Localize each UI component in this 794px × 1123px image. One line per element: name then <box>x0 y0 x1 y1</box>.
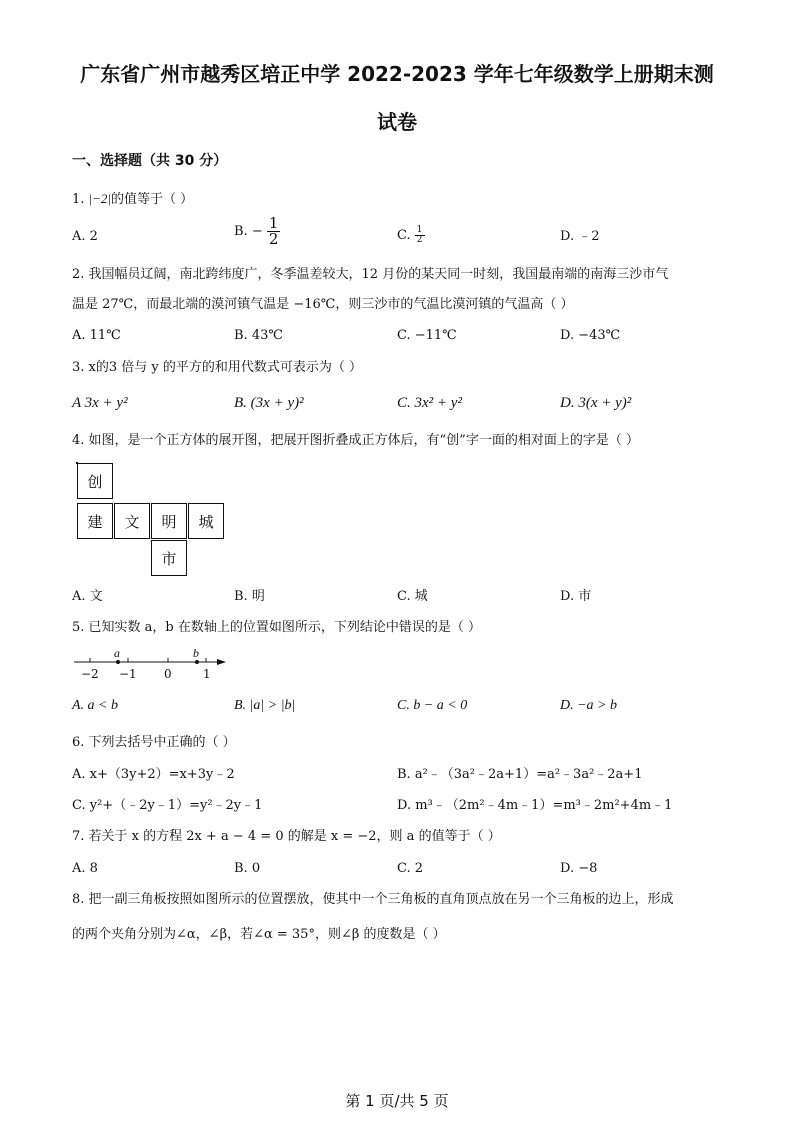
question-2-line1: 2. 我国幅员辽阔，南北跨纬度广，冬季温差较大，12 月份的某天同一时刻，我国最南端的南海三沙市气 <box>72 267 669 282</box>
option-b: B. |a| > |b| <box>234 698 296 713</box>
net-cell: 城 <box>188 503 224 539</box>
option-d: D. 市 <box>560 589 592 604</box>
option-a: A. 文 <box>72 589 103 604</box>
option-a: A. x+（3y+2）=x+3y﹣2 <box>72 767 235 782</box>
question-text: 的值等于（ ） <box>110 192 194 207</box>
option-b: B. 明 <box>234 589 265 604</box>
option-d: D. −a > b <box>560 698 618 713</box>
option-a: A. 2 <box>72 229 98 244</box>
option-a: A. 11℃ <box>72 328 121 343</box>
option-c: C. −11℃ <box>397 328 457 343</box>
tick-label: 1 <box>203 667 211 681</box>
option-b: B. 43℃ <box>234 328 283 343</box>
point-b-label: b <box>193 646 199 660</box>
option-c: C. b − a < 0 <box>397 698 468 713</box>
option-d: D. 3(x + y)² <box>560 395 632 411</box>
question-7: 7. 若关于 x 的方程 2x + a − 4 = 0 的解是 x = −2，则 a 的值等于（ ） <box>72 829 501 844</box>
option-b: B. a²﹣（3a²﹣2a+1）=a²﹣3a²﹣2a+1 <box>397 767 643 782</box>
option-d: D. m³﹣（2m²﹣4m﹣1）=m³﹣2m²+4m﹣1 <box>397 798 673 813</box>
net-cell: 市 <box>151 540 187 576</box>
option-d: D. −43℃ <box>560 328 621 343</box>
option-b: B. (3x + y)² <box>234 395 304 411</box>
option-b: B. − $\frac{1}{2}$ <box>234 214 279 248</box>
arrow-icon <box>217 659 226 665</box>
option-a: A. a < b <box>72 698 118 713</box>
question-2-line2: 温是 27℃，而最北端的漠河镇气温是 −16℃，则三沙市的气温比漠河镇的气温高（ ） <box>72 297 574 312</box>
option-c: C. $\frac{1}{2}$ <box>397 225 423 245</box>
net-cell: 建 <box>77 503 113 539</box>
cube-net-figure <box>76 462 226 578</box>
question-5: 5. 已知实数 a，b 在数轴上的位置如图所示，下列结论中错误的是（ ） <box>72 620 482 635</box>
tick-label: −1 <box>119 667 137 681</box>
page-title-line2: 试卷 <box>377 110 417 134</box>
point-a-label: a <box>114 646 120 660</box>
fraction: $\frac{1}{2}$ <box>416 225 423 245</box>
option-c: C. 2 <box>397 861 424 876</box>
option-a: A. 8 <box>72 861 98 876</box>
question-4: 4. 如图，是一个正方体的展开图，把展开图折叠成正方体后，有“创”字一面的相对面上的字是（ ） <box>72 433 639 448</box>
tick-label: −2 <box>81 667 99 681</box>
question-3: 3. x的3 倍与 y 的平方的和用代数式可表示为（ ） <box>72 360 363 375</box>
question-8-line2: 的两个夹角分别为∠α，∠β，若∠α = 35°，则∠β 的度数是（ ） <box>72 927 446 942</box>
net-cell: 明 <box>151 503 187 539</box>
question-number: 1. <box>72 192 85 207</box>
section-heading: 一、选择题（共 30 分） <box>72 153 228 169</box>
tick-label: 0 <box>164 667 172 681</box>
option-d: D. ﹣2 <box>560 229 600 244</box>
net-cell: 文 <box>114 503 150 539</box>
option-a: A 3x + y² <box>72 395 128 411</box>
question-6: 6. 下列去括号中正确的（ ） <box>72 735 236 750</box>
option-c: C. y²+（﹣2y﹣1）=y²﹣2y﹣1 <box>72 798 263 813</box>
net-cell: 创 <box>77 463 113 499</box>
option-b: B. 0 <box>234 861 261 876</box>
option-c: C. 3x² + y² <box>397 395 462 411</box>
page-footer: 第 1 页/共 5 页 <box>345 1092 449 1110</box>
question-1 <box>72 190 193 209</box>
option-d: D. −8 <box>560 861 598 876</box>
question-8-line1: 8. 把一副三角板按照如图所示的位置摆放，使其中一个三角板的直角顶点放在另一个三角板的边上，形成 <box>72 892 674 907</box>
fraction: $\frac{1}{2}$ <box>268 214 279 248</box>
page-title-line1: 广东省广州市越秀区培正中学 2022-2023 学年七年级数学上册期末测 <box>80 62 714 86</box>
abs-value-expr: |−2| <box>88 191 111 206</box>
option-c: C. 城 <box>397 589 428 604</box>
